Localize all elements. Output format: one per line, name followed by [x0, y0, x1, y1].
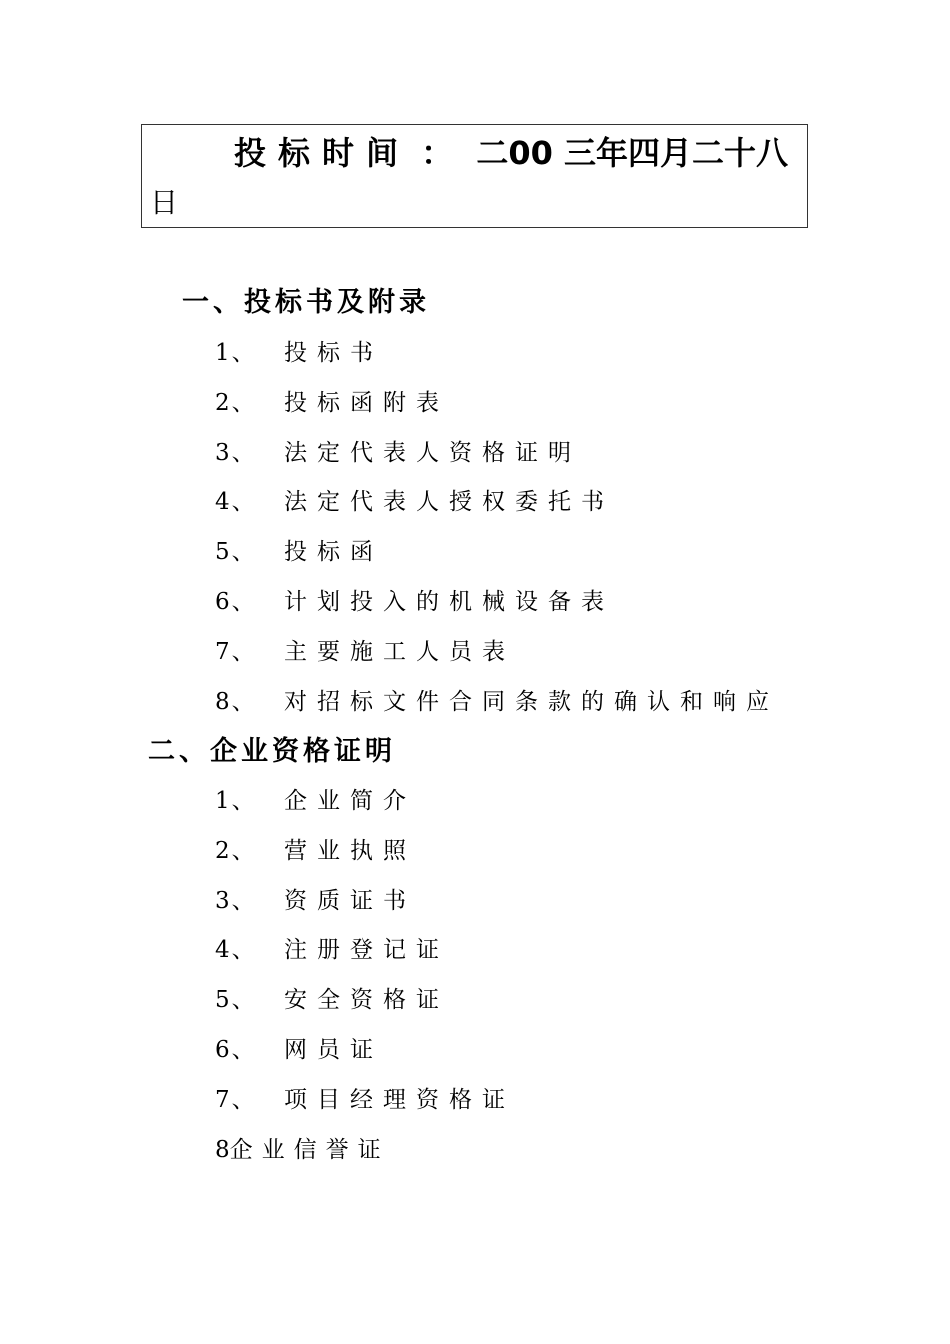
- list-item: [215, 1134, 390, 1166]
- item-label: 投标书: [284, 340, 383, 366]
- list-item: [215, 387, 449, 419]
- item-label: 营业执照: [284, 838, 416, 864]
- item-label: 投标函: [284, 539, 383, 565]
- list-item: [215, 785, 416, 817]
- section-heading-bid-documents: 一、投标书及附录: [182, 287, 430, 318]
- list-item: [215, 536, 383, 568]
- list-item: [215, 1034, 383, 1066]
- list-item: [215, 934, 449, 966]
- item-number: 2、: [215, 390, 257, 416]
- bid-time-line: [234, 131, 788, 175]
- item-number: 7、: [215, 639, 257, 665]
- item-number: 6、: [215, 1037, 257, 1063]
- bid-date-suffix: 三年四月二十八: [564, 134, 789, 172]
- item-label: 安全资格证: [284, 987, 449, 1013]
- item-label: 企业信誉证: [229, 1137, 390, 1163]
- item-number: 4、: [215, 937, 257, 963]
- list-item: [215, 984, 449, 1016]
- item-number: 6、: [215, 589, 257, 615]
- item-number: 5、: [215, 539, 257, 565]
- item-number: 8: [215, 1137, 230, 1163]
- item-label: 法定代表人资格证明: [284, 440, 581, 466]
- item-label: 投标函附表: [284, 390, 449, 416]
- item-label: 企业简介: [284, 788, 416, 814]
- bid-date-wrap-tail: 日: [150, 186, 179, 219]
- item-number: 1、: [215, 788, 257, 814]
- item-number: 3、: [215, 440, 257, 466]
- bid-date-prefix: 二: [476, 134, 509, 172]
- list-item: [215, 586, 614, 618]
- item-number: 8、: [215, 689, 257, 715]
- bid-time-colon: ：: [421, 134, 466, 172]
- item-number: 1、: [215, 340, 257, 366]
- item-label: 项目经理资格证: [284, 1087, 515, 1113]
- list-item: [215, 486, 614, 518]
- item-number: 3、: [215, 888, 257, 914]
- list-item: [215, 835, 416, 867]
- list-item: [215, 1084, 515, 1116]
- list-item: [215, 885, 416, 917]
- item-number: 2、: [215, 838, 257, 864]
- item-number: 7、: [215, 1087, 257, 1113]
- item-label: 对招标文件合同条款的确认和响应: [284, 689, 779, 715]
- item-label: 注册登记证: [284, 937, 449, 963]
- item-label: 主要施工人员表: [284, 639, 515, 665]
- item-label: 资质证书: [284, 888, 416, 914]
- list-item: [215, 437, 581, 469]
- list-item: [215, 337, 383, 369]
- item-label: 计划投入的机械设备表: [284, 589, 614, 615]
- list-item: [215, 636, 515, 668]
- bid-date-zeros: 00: [508, 134, 553, 172]
- bid-time-box: [141, 124, 808, 228]
- list-item: [215, 686, 779, 718]
- item-label: 网员证: [284, 1037, 383, 1063]
- section-heading-company-qualifications: 二、企业资格证明: [148, 736, 396, 767]
- item-number: 4、: [215, 489, 257, 515]
- bid-time-label: 投标时间: [234, 134, 411, 172]
- item-number: 5、: [215, 987, 257, 1013]
- item-label: 法定代表人授权委托书: [284, 489, 614, 515]
